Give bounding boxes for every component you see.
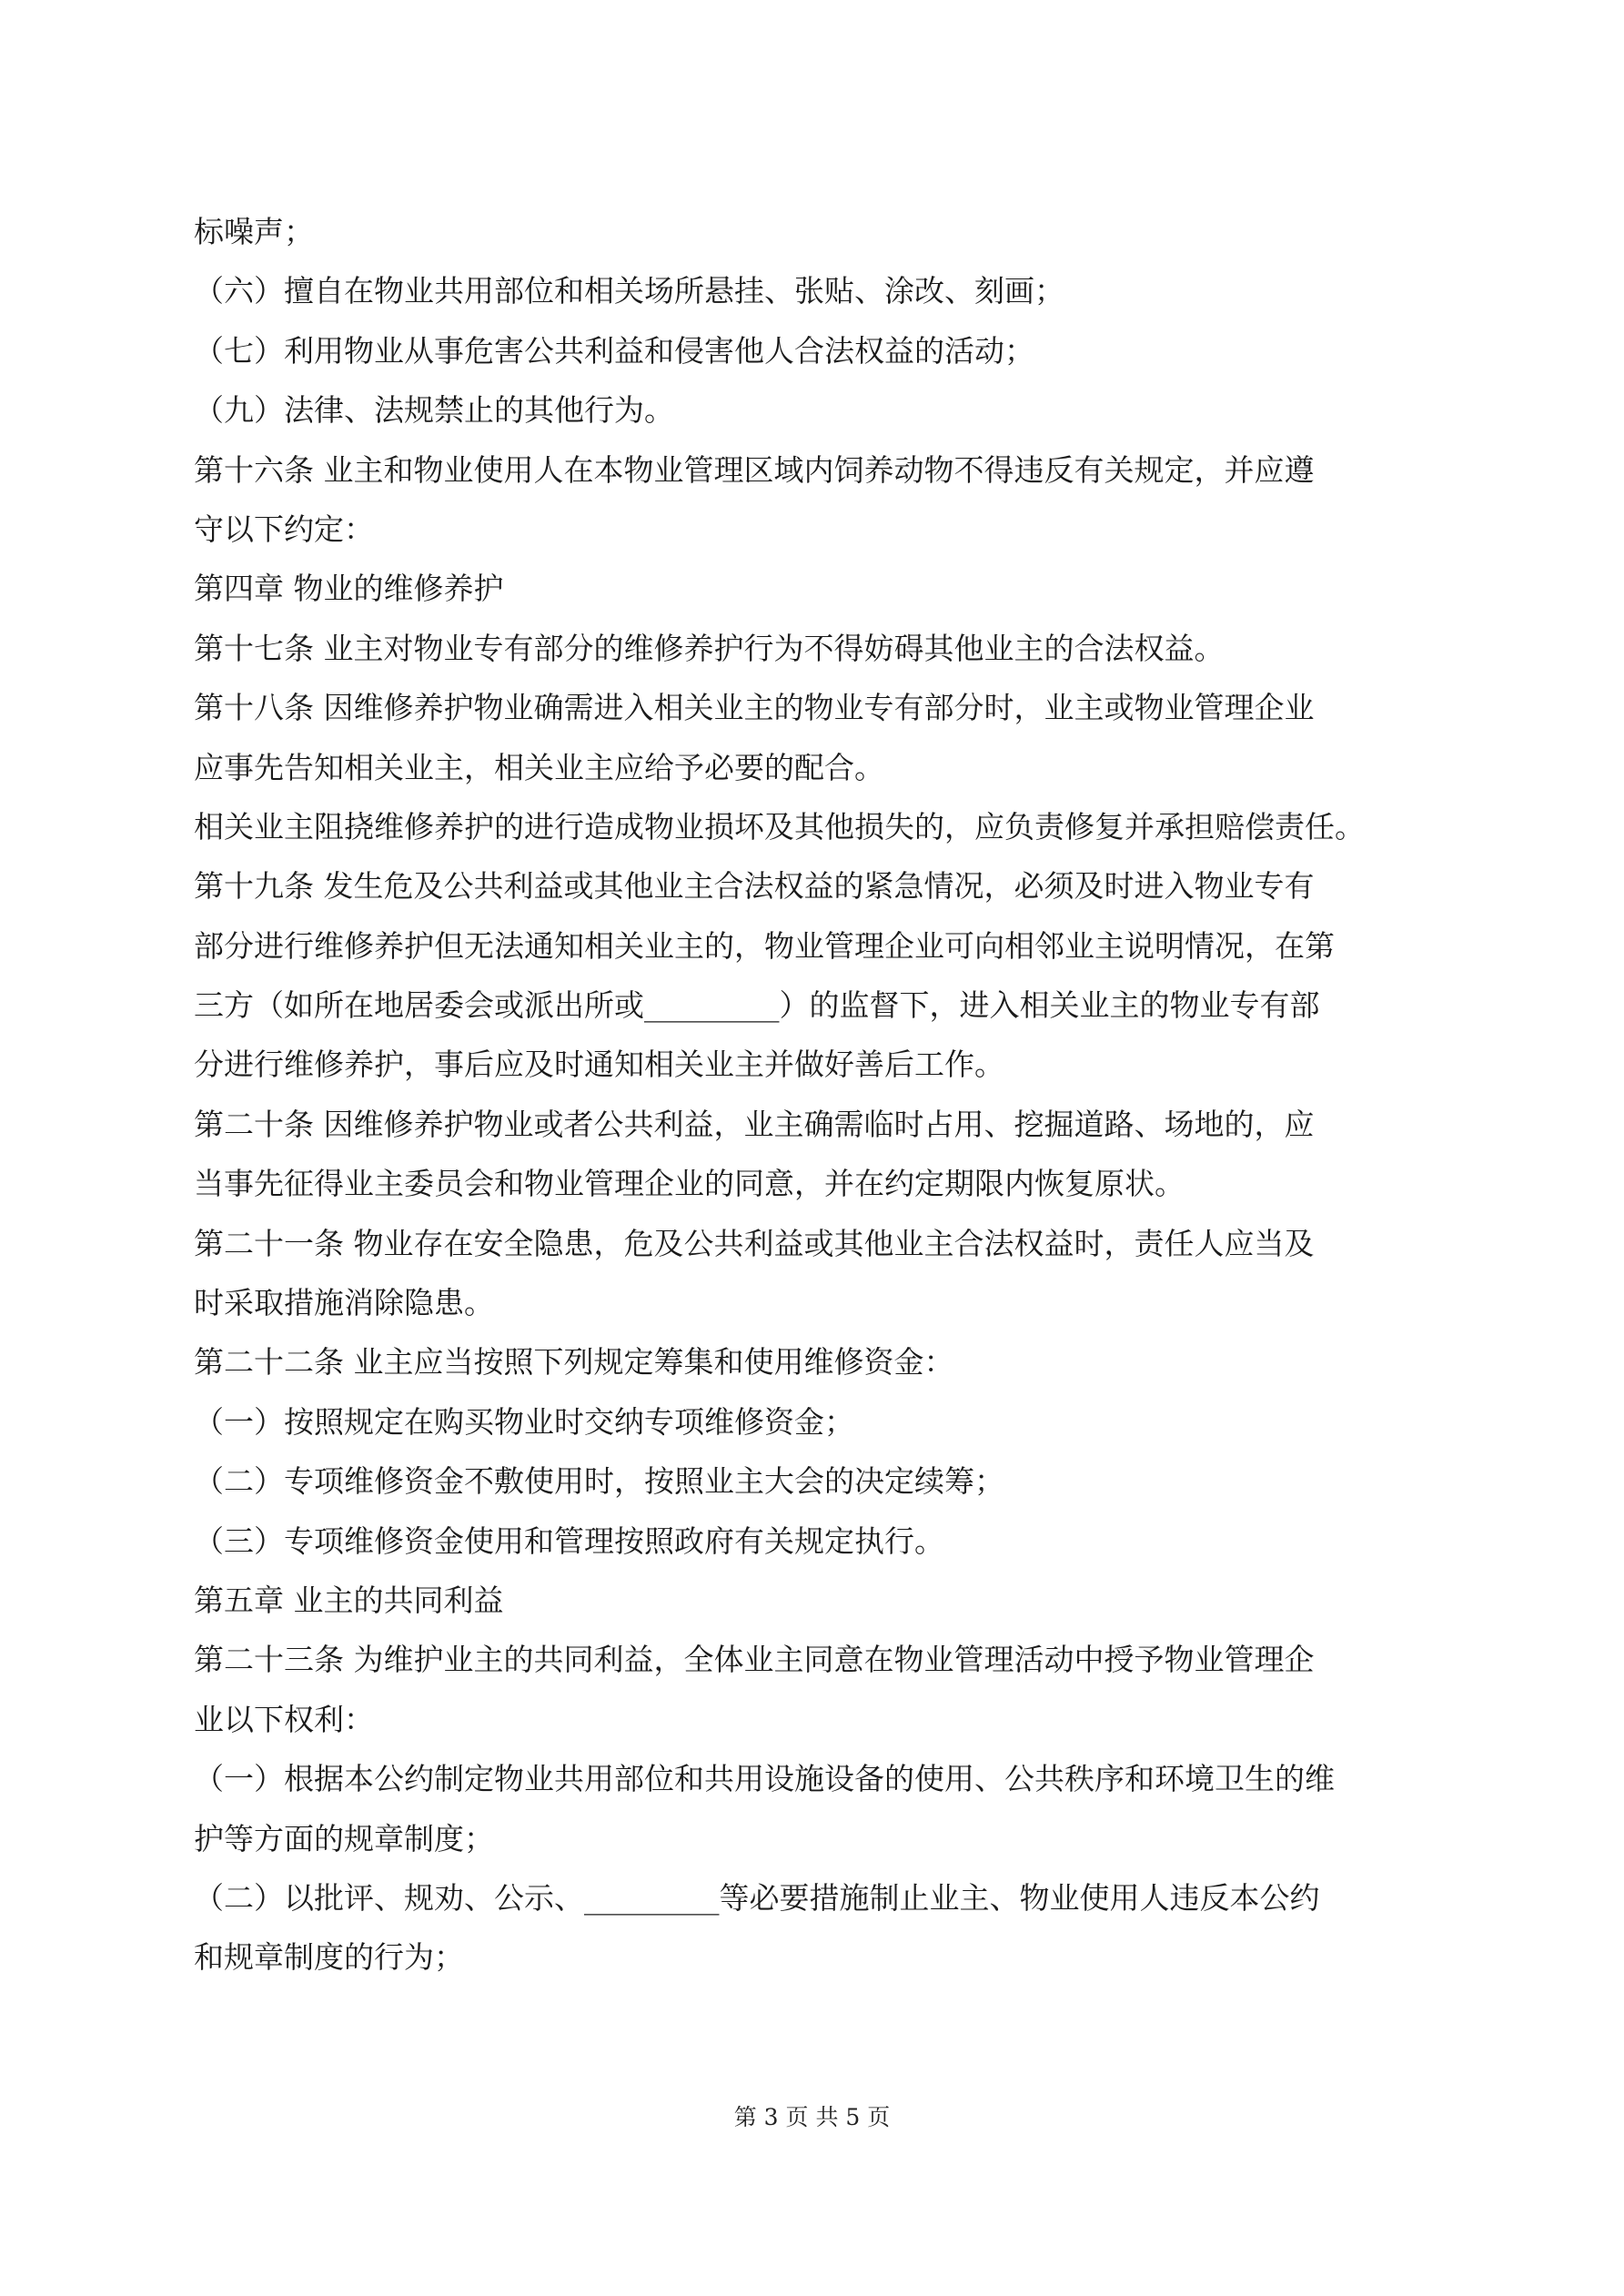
text-line: （六）擅自在物业共用部位和相关场所悬挂、张贴、涂改、刻画； [194,273,1064,309]
page-number-footer: 第 3 页 共 5 页 [733,2104,891,2130]
text-line: （一）按照规定在购买物业时交纳专项维修资金； [194,1403,854,1440]
text-line: （二）专项维修资金不敷使用时，按照业主大会的决定续筹； [194,1463,1004,1500]
text-line: 和规章制度的行为； [194,1939,464,1976]
text-line: 相关业主阻挠维修养护的进行造成物业损坏及其他损失的，应负责修复并承担赔偿责任。 [194,808,1365,845]
text-line: 时采取措施消除隐患。 [194,1285,494,1321]
article-22-line: 第二十二条 业主应当按照下列规定筹集和使用维修资金： [194,1344,954,1381]
article-17-line: 第十七条 业主对物业专有部分的维修养护行为不得妨碍其他业主的合法权益。 [194,630,1225,666]
text-line: 当事先征得业主委员会和物业管理企业的同意，并在约定期限内恢复原状。 [194,1166,1185,1202]
article-21-line: 第二十一条 物业存在安全隐患，危及公共利益或其他业主合法权益时，责任人应当及 [194,1225,1315,1261]
text-line: （一）根据本公约制定物业共用部位和共用设施设备的使用、公共秩序和环境卫生的维 [194,1761,1335,1797]
article-20-line: 第二十条 因维修养护物业或者公共利益，业主确需临时占用、挖掘道路、场地的，应 [194,1106,1315,1142]
text-line: （七）利用物业从事危害公共利益和侵害他人合法权益的活动； [194,332,1034,369]
document-body [194,202,1449,1988]
text-line: 守以下约定： [194,511,374,547]
article-16-line: 第十六条 业主和物业使用人在本物业管理区域内饲养动物不得违反有关规定，并应遵 [194,451,1315,488]
text-line: （三）专项维修资金使用和管理按照政府有关规定执行。 [194,1522,944,1559]
article-18-line: 第十八条 因维修养护物业确需进入相关业主的物业专有部分时，业主或物业管理企业 [194,690,1315,726]
text-line: 应事先告知相关业主，相关业主应给予必要的配合。 [194,749,884,785]
text-line: 部分进行维修养护但无法通知相关业主的，物业管理企业可向相邻业主说明情况，在第 [194,927,1335,964]
chapter-4-heading: 第四章 物业的维修养护 [194,571,504,607]
article-19-line: 第十九条 发生危及公共利益或其他业主合法权益的紧急情况，必须及时进入物业专有 [194,868,1315,905]
text-line: 三方（如所在地居委会或派出所或_________）的监督下，进入相关业主的物业专有部 [194,987,1320,1024]
text-line: 业以下权利： [194,1701,374,1737]
text-line: （九）法律、法规禁止的其他行为。 [194,392,674,429]
chapter-5-heading: 第五章 业主的共同利益 [194,1582,504,1618]
text-line: 分进行维修养护，事后应及时通知相关业主并做好善后工作。 [194,1047,1004,1083]
text-line: 护等方面的规章制度； [194,1820,494,1856]
text-line: 标噪声； [194,214,314,249]
text-line: （二）以批评、规劝、公示、_________等必要措施制止业主、物业使用人违反本公约 [194,1879,1320,1916]
article-23-line: 第二十三条 为维护业主的共同利益，全体业主同意在物业管理活动中授予物业管理企 [194,1642,1315,1678]
